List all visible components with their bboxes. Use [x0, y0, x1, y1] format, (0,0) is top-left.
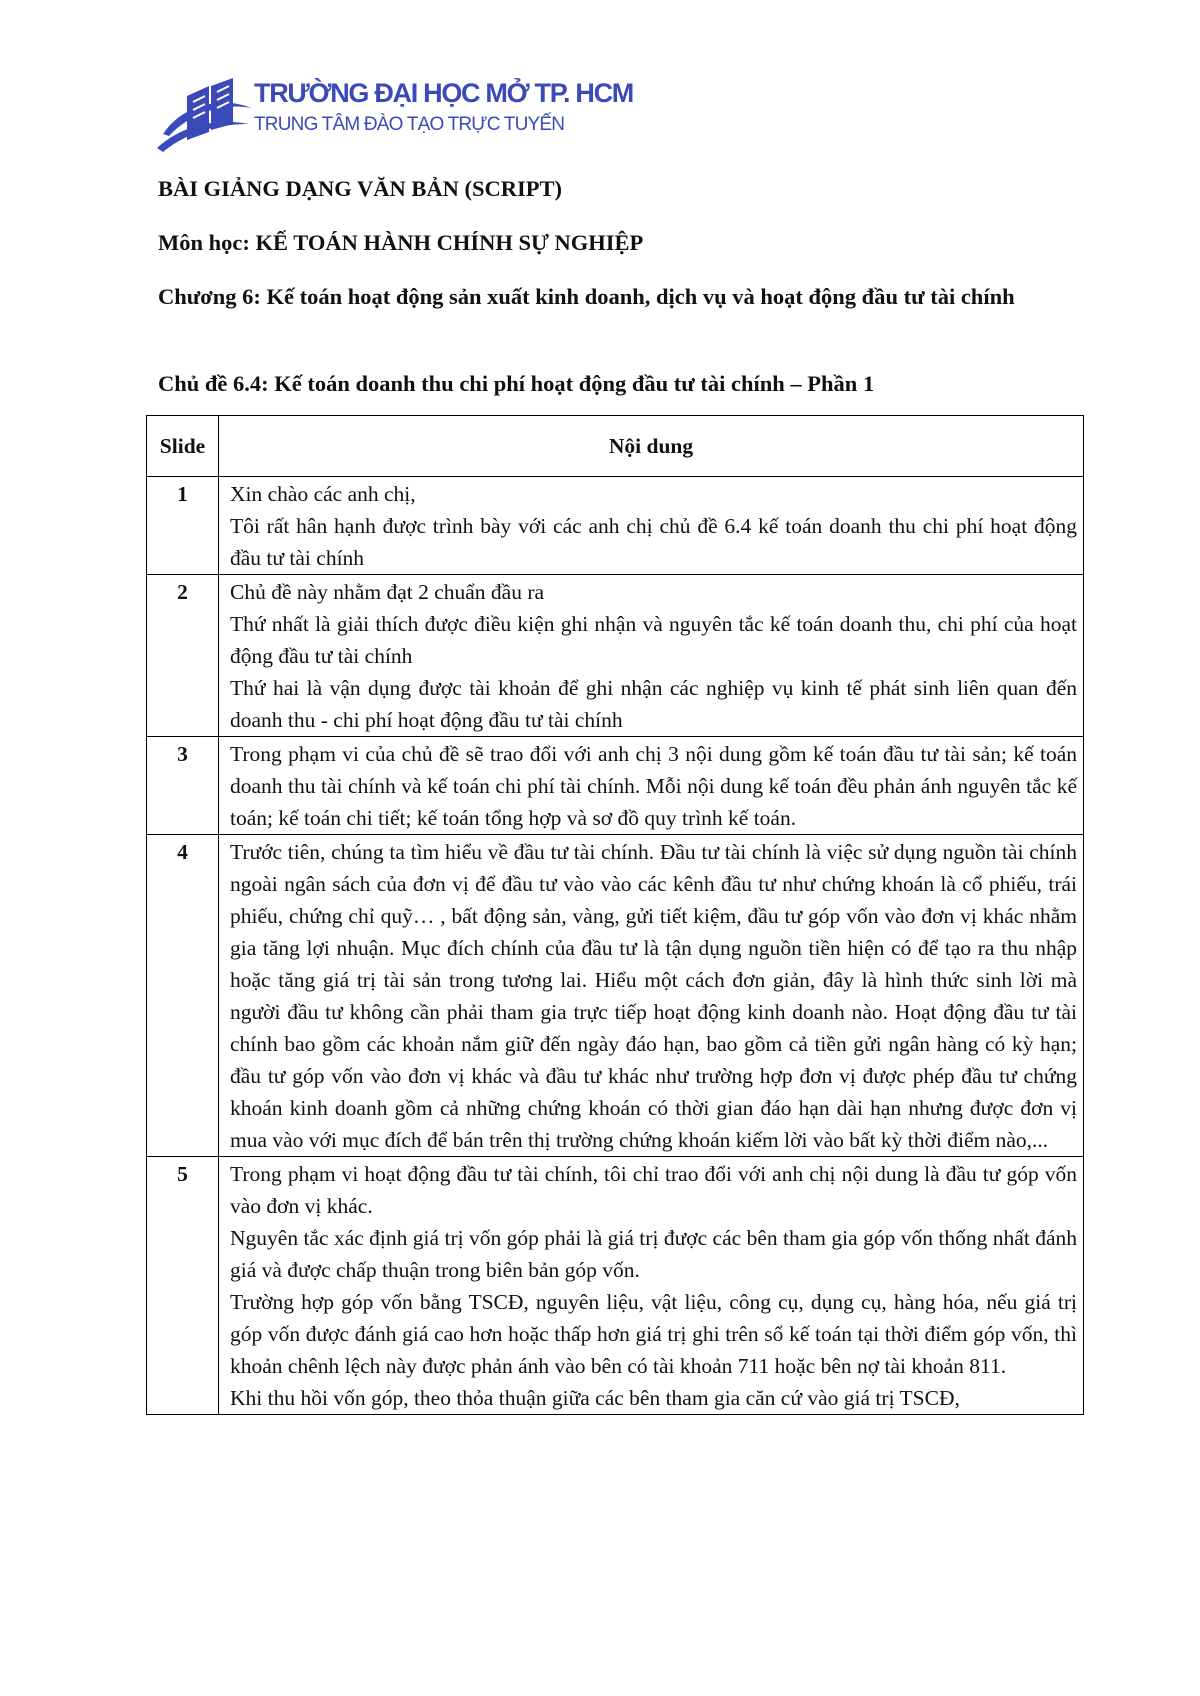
paragraph: Thứ hai là vận dụng được tài khoản để ghi nhận các nghiệp vụ kinh tế phát sinh liên quan đến doanh thu - chi phí hoạt động đầu tư tài chính [230, 676, 1077, 732]
header-slide: Slide [147, 416, 219, 477]
topic-title: Chủ đề 6.4: Kế toán doanh thu chi phí hoạt động đầu tư tài chính – Phần 1 [158, 371, 875, 396]
paragraph: Khi thu hồi vốn góp, theo thỏa thuận giữa các bên tham gia căn cứ vào giá trị TSCĐ, [230, 1386, 960, 1410]
table-header-row [147, 416, 1084, 477]
slide-content [219, 1157, 1084, 1415]
chapter-title: Chương 6: Kế toán hoạt động sản xuất kinh doanh, dịch vụ và hoạt động đầu tư tài chính [158, 284, 1015, 309]
slide-number: 5 [147, 1157, 219, 1415]
logo-center-name: TRUNG TÂM ĐÀO TẠO TRỰC TUYẾN [254, 114, 565, 135]
course-name: Môn học: KẾ TOÁN HÀNH CHÍNH SỰ NGHIỆP [158, 230, 644, 255]
paragraph: Trước tiên, chúng ta tìm hiểu về đầu tư tài chính. Đầu tư tài chính là việc sử dụng nguồn tài chính ngoài ngân sách của đơn vị để đầu tư vào vào các kênh đầu tư như chứng khoán là cổ phiếu, trái phiếu, chứng chỉ quỹ… , bất động sản, vàng, gửi tiết kiệm, đầu tư góp vốn vào đơn vị khác nhằm gia tăng lợi nhuận. Mục đích chính của đầu tư là tận dụng nguồn tiền hiện có để tạo ra thu nhập hoặc tăng giá trị tài sản trong tương lai. Hiểu một cách đơn giản, đây là hình thức sinh lời mà người đầu tư không cần phải tham gia trực tiếp hoạt động kinh doanh nào. Hoạt động đầu tư tài chính bao gồm các khoản nắm giữ đến ngày đáo hạn, bao gồm cả tiền gửi ngân hàng có kỳ hạn; đầu tư góp vốn vào đơn vị khác và đầu tư khác như trường hợp đơn vị được phép đầu tư chứng khoán kinh doanh gồm cả những chứng khoán có thời gian đáo hạn dài hạn nhưng được đơn vị mua vào với mục đích để bán trên thị trường chứng khoán kiếm lời vào bất kỳ thời điểm nào,... [230, 840, 1077, 1152]
slide-content [219, 835, 1084, 1157]
table-row [147, 575, 1084, 737]
slide-number: 3 [147, 737, 219, 835]
paragraph: Chủ đề này nhằm đạt 2 chuẩn đầu ra [230, 580, 545, 604]
table-row [147, 737, 1084, 835]
slide-content [219, 477, 1084, 575]
logo-emblem-icon [153, 74, 253, 154]
paragraph: Trong phạm vi của chủ đề sẽ trao đổi với anh chị 3 nội dung gồm kế toán đầu tư tài sản; kế toán doanh thu tài chính và kế toán chi phí tài chính. Mỗi nội dung kế toán đều phản ánh nguyên tắc kế toán; kế toán chi tiết; kế toán tổng hợp và sơ đồ quy trình kế toán. [230, 742, 1077, 830]
paragraph: Trường hợp góp vốn bằng TSCĐ, nguyên liệu, vật liệu, công cụ, dụng cụ, hàng hóa, nếu giá trị góp vốn được đánh giá cao hơn hoặc thấp hơn giá trị ghi trên sổ kế toán tại thời điểm góp vốn, thì khoản chênh lệch này được phản ánh vào bên có tài khoản 711 hoặc bên nợ tài khoản 811. [230, 1290, 1077, 1378]
slide-content [219, 737, 1084, 835]
paragraph: Trong phạm vi hoạt động đầu tư tài chính, tôi chỉ trao đổi với anh chị nội dung là đầu tư góp vốn vào đơn vị khác. [230, 1162, 1077, 1218]
table-row [147, 1157, 1084, 1415]
slide-content [219, 575, 1084, 737]
paragraph: Thứ nhất là giải thích được điều kiện ghi nhận và nguyên tắc kế toán doanh thu, chi phí của hoạt động đầu tư tài chính [230, 612, 1077, 668]
table-row [147, 835, 1084, 1157]
paragraph: Tôi rất hân hạnh được trình bày với các anh chị chủ đề 6.4 kế toán doanh thu chi phí hoạt động đầu tư tài chính [230, 514, 1077, 570]
university-logo [153, 74, 633, 154]
script-table [146, 415, 1084, 1415]
slide-number: 1 [147, 477, 219, 575]
slide-number: 2 [147, 575, 219, 737]
table-row [147, 477, 1084, 575]
logo-university-name: TRƯỜNG ĐẠI HỌC MỞ TP. HCM [254, 78, 633, 108]
paragraph: Xin chào các anh chị, [230, 482, 416, 506]
slide-number: 4 [147, 835, 219, 1157]
document-title: BÀI GIẢNG DẠNG VĂN BẢN (SCRIPT) [158, 176, 562, 201]
header-content: Nội dung [219, 416, 1084, 477]
paragraph: Nguyên tắc xác định giá trị vốn góp phải là giá trị được các bên tham gia góp vốn thống nhất đánh giá và được chấp thuận trong biên bản góp vốn. [230, 1226, 1077, 1282]
